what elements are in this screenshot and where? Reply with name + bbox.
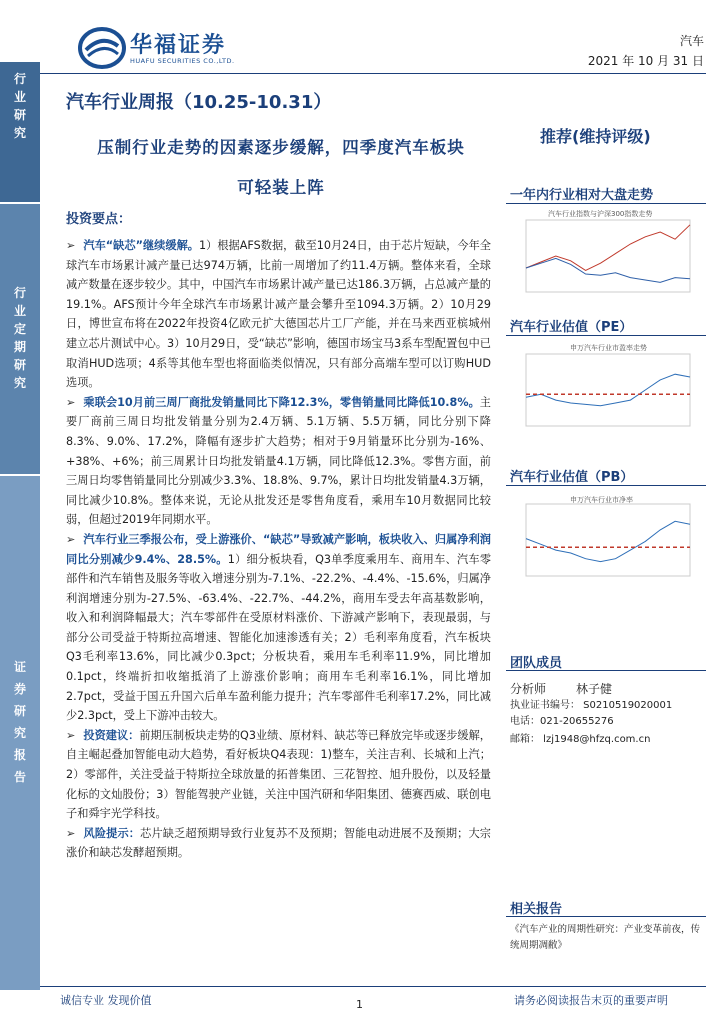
chart-pb — [512, 490, 696, 590]
section-title: 投资要点： — [66, 212, 132, 227]
brand-name: 华福证券 — [130, 33, 227, 58]
paragraph-5-head: 风险提示： — [83, 826, 141, 840]
chart3-title: 汽车行业估值（PB） — [510, 470, 634, 485]
paragraph-4 — [66, 726, 491, 824]
sidebar-char: 究 — [13, 126, 26, 140]
sidebar-char: 券 — [13, 682, 26, 696]
bullet-arrow-icon: ➢ — [66, 239, 76, 252]
sidebar-block-2 — [0, 204, 40, 474]
paragraph-4-body: 前期压制板块走势的Q3业绩、原材料、缺芯等已释放完毕或逐步缓解，自主崛起叠加智能电动大趋势，看好板块Q4表现：1)整车，关注吉利、长城和上汽；2）零部件，关注受益于特斯拉全球放量的拓普集团、三花智控、旭升股份，以及轻量化标的文灿股份；3）智能驾驶产业链，关注中国汽研和华阳集团、德赛西威、联创电子和舜宇光学科技。 — [66, 728, 491, 821]
paragraph-2-head: 乘联会10月前三周厂商批发销量同比下降12.3%，零售销量同比降低10.8%。 — [83, 395, 480, 409]
phone: 电话：021-20655276 — [510, 716, 614, 727]
footer-disclaimer: 请务必阅读报告末页的重要声明 — [514, 994, 668, 1007]
paragraph-1-head: 汽车“缺芯”继续缓解。 — [83, 239, 199, 252]
chart2-title: 汽车行业估值（PE） — [510, 320, 633, 335]
sector-label: 汽车 — [679, 34, 704, 48]
report-subtitle-line2: 可轻装上阵 — [237, 178, 325, 197]
huafu-logo-icon — [78, 26, 126, 70]
paragraph-5 — [66, 824, 491, 863]
footer-divider — [40, 986, 706, 987]
paragraph-4-head: 投资建议： — [83, 728, 140, 742]
bullet-arrow-icon: ➢ — [66, 826, 76, 840]
main-body — [66, 236, 491, 863]
paragraph-1-body: 1）根据AFS数据，截至10月24日，由于芯片短缺，今年全球汽车市场累计减产量已达974万辆，比前一周增加了约11.4万辆。整体来看，全球减产数量在逐步较少。其中，中国汽车市场累计减产量已达186.3万辆，占总减产量的19.1%。AFS预计今年全球汽车市场累计减产量会攀升至1094.3万辆。2）10月29日，博世宣布将在2022年投资4亿欧元扩大德国芯片工厂产能，并在马来西亚槟城州建立芯片测试中心。3）10月29日，受“缺芯”影响，德国市场宝马3系车型配置包中已取消HUD选项；4系等其他车型也将面临类似情况，只有部分高端车型可以订购HUD选项。 — [66, 239, 491, 390]
sidebar-char: 期 — [13, 340, 26, 354]
sidebar-char: 报 — [13, 748, 26, 762]
chart2-divider — [506, 335, 706, 336]
sidebar-char: 研 — [13, 108, 26, 122]
cert-number: 执业证书编号： S0210519020001 — [510, 700, 673, 711]
sidebar-char: 究 — [13, 726, 26, 740]
team-divider — [506, 670, 706, 671]
plot-frame — [526, 504, 690, 576]
paragraph-3 — [66, 530, 491, 726]
sidebar-char: 定 — [13, 322, 26, 336]
sidebar-char: 告 — [13, 770, 26, 784]
sidebar-char: 证 — [13, 660, 26, 674]
analyst-label: 分析师 — [510, 682, 547, 696]
chart-pe — [512, 340, 696, 440]
chart-relative-trend — [512, 206, 696, 306]
paragraph-2 — [66, 393, 491, 530]
bullet-arrow-icon: ➢ — [66, 532, 76, 546]
sidebar-char: 研 — [13, 704, 26, 718]
bullet-arrow-icon: ➢ — [66, 728, 76, 742]
series-line-1 — [526, 225, 690, 271]
bullet-arrow-icon: ➢ — [66, 395, 76, 409]
email-link[interactable]: 邮箱： lzj1948@hfzq.com.cn — [510, 734, 651, 745]
report-subtitle-line1: 压制行业走势的因素逐步缓解，四季度汽车板块 — [97, 138, 465, 157]
report-date: 2021 年 10 月 31 日 — [587, 54, 704, 68]
chart2-legend: 申万汽车行业市盈率走势 — [570, 344, 647, 352]
team-title: 团队成员 — [510, 656, 563, 671]
related-divider — [506, 916, 706, 917]
rating-label: 推荐(维持评级) — [540, 127, 651, 146]
sidebar-block-3 — [0, 476, 40, 990]
sidebar-block-1 — [0, 62, 40, 202]
sidebar-char: 研 — [13, 358, 26, 372]
series-line-1 — [526, 374, 690, 406]
plot-frame — [526, 354, 690, 426]
sidebar-char: 行 — [13, 72, 26, 86]
paragraph-3-head: 汽车行业三季报公布，受上游涨价、“缺芯”导致减产影响，板块收入、归属净利润同比分别减少9.4%、28.5%。 — [66, 532, 491, 566]
sidebar-char: 业 — [13, 90, 26, 104]
sidebar-char: 业 — [13, 304, 26, 318]
chart1-legend: 汽车行业指数与沪深300指数走势 — [548, 210, 653, 218]
sidebar-char: 行 — [13, 286, 26, 300]
page-number: 1 — [356, 998, 363, 1011]
related-report-link[interactable]: 《汽车产业的周期性研究：产业变革前夜，传统周期凋敝》 — [510, 924, 701, 951]
brand-name-en: HUAFU SECURITIES CO.,LTD. — [130, 57, 235, 65]
company-logo — [78, 24, 258, 72]
series-line-2 — [526, 258, 690, 282]
analyst-name: 林子健 — [576, 682, 613, 696]
header-divider — [40, 73, 706, 74]
paragraph-5-body: 芯片缺乏超预期导致行业复苏不及预期；智能电动进展不及预期；大宗涨价和缺芯发酵超预期。 — [66, 826, 491, 860]
paragraph-1 — [66, 236, 491, 393]
chart3-legend: 申万汽车行业市净率 — [570, 496, 633, 504]
series-line-1 — [526, 521, 690, 561]
paragraph-3-body: 1）细分板块看，Q3单季度乘用车、商用车、汽车零部件和汽车销售及服务等收入增速分别为-7.1%、-22.2%、-4.4%、-15.6%，归属净利润增速分别为-27.5%、-63.4%、-22.7%、-44.2%，商用车受去年高基数影响，收入和利润降幅最大；汽车零部件在受原材料涨价、下游减产影响下，表现最弱，与部分公司受益于特斯拉高增速、智能化加速渗透有关；2）毛利率角度看，汽车板块Q3毛利率13.6%，同比减少0.3pct；分板块看，乘用车毛利率11.9%，同比增加0.1pct，终端折扣收缩抵消了上游涨价影响；商用车毛利率16.1%，同比增加2.7pct，受益于国五升国六后单车盈利能力提升；汽车零部件毛利率17.2%，同比减少2.3pct，受上下游冲击较大。 — [66, 552, 492, 723]
related-title: 相关报告 — [510, 902, 563, 917]
paragraph-2-body: 主要厂商前三周日均批发销量分别为2.4万辆、5.1万辆、5.5万辆，同比分别下降8.3%、9.0%、17.2%，降幅有逐步扩大趋势；相对于9月销量环比分别为-16%、+38%、+6%；前三周累计日均批发销量4.1万辆，同比降低12.3%。零售方面，前三周日均零售销量同比分别减少3.3%、18.8%、9.7%，累计日均批发销量4.3万辆，同比减少10.8%。整体来说，无论从批发还是零售角度看，乘用车10月数据同比较弱，但超过2019年同期水平。 — [66, 395, 491, 527]
footer-slogan: 诚信专业 发现价值 — [60, 994, 152, 1007]
chart3-divider — [506, 485, 706, 486]
sidebar-char: 究 — [13, 376, 26, 390]
report-title: 汽车行业周报（10.25-10.31） — [66, 92, 332, 113]
chart1-title: 一年内行业相对大盘走势 — [510, 188, 654, 203]
chart1-divider — [506, 203, 706, 204]
